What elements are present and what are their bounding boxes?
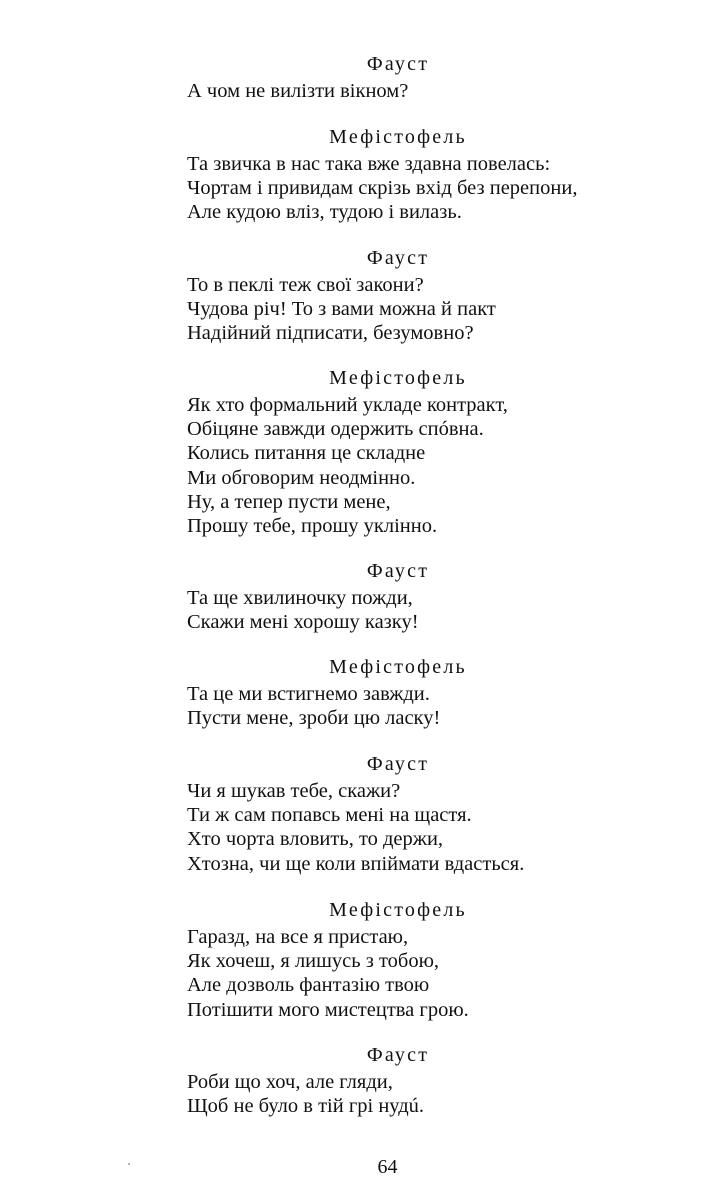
verse-lines [187, 152, 677, 225]
verse-line: Як хто формальний укладе контракт, [187, 394, 508, 416]
verse-line: Щоб не було в тій грі нудú. [187, 1095, 425, 1118]
speaker-name: Фауст [366, 53, 430, 75]
verse-line: Ми обговорим неодмінно. [187, 466, 416, 489]
verse-line: Колись питання це складне [187, 442, 426, 465]
verse-line: Пусти мене, зроби цю ласку! [187, 707, 441, 730]
speaker-name: Фауст [366, 247, 430, 269]
page-number: 64 [377, 1156, 398, 1178]
verse-lines [187, 586, 677, 634]
verse-line: Як хочеш, я лишусь з тобою, [187, 950, 440, 973]
verse-lines [187, 779, 677, 876]
verse-line: Роби що хоч, але гляди, [187, 1071, 393, 1093]
speaker-name: Мефістофель [329, 367, 467, 389]
verse-lines [187, 79, 677, 103]
verse-line: А чом не вилізти вікном? [187, 80, 409, 102]
verse-lines [187, 273, 677, 346]
speaker-name: Фауст [366, 560, 430, 582]
verse-line: Прошу тебе, прошу уклінно. [187, 515, 438, 538]
verse-line: То в пеклі теж свої закони? [187, 274, 424, 296]
verse-lines [187, 682, 677, 730]
verse-line: Хтозна, чи ще коли впіймати вдасться. [187, 852, 525, 875]
verse-line: Та це ми встигнемо завжди. [187, 683, 430, 705]
verse-line: Обіцяне завжди одержить спóвна. [187, 418, 484, 441]
verse-line: Ти ж сам попавсь мені на щастя. [187, 804, 472, 827]
verse-line: Надійний підписати, безумовно? [187, 322, 474, 345]
verse-line: Чудова річ! То з вами можна й пакт [187, 298, 496, 321]
verse-line: Ну, а тепер пусти мене, [187, 490, 391, 513]
speaker-name: Мефістофель [329, 899, 467, 921]
verse-line: Гаразд, на все я пристаю, [187, 926, 409, 948]
verse-lines [187, 925, 677, 1022]
verse-line: Та звичка в нас така вже здавна повелась: [187, 153, 551, 175]
verse-line: Потішити мого мистецтва грою. [187, 998, 469, 1021]
verse-lines [187, 1070, 677, 1118]
verse-line: Але дозволь фантазію твою [187, 974, 430, 997]
verse-line: Чортам і привидам скрізь вхід без перепони, [187, 177, 578, 200]
speaker-name: Фауст [366, 1044, 430, 1066]
verse-line: Чи я шукав тебе, скажи? [187, 780, 401, 802]
verse-line: Та ще хвилиночку пожди, [187, 587, 413, 609]
verse-line: Хто чорта вловить, то держи, [187, 828, 444, 851]
verse-lines [187, 393, 677, 538]
verse-line: Скажи мені хорошу казку! [187, 611, 419, 634]
speaker-name: Мефістофель [329, 126, 467, 148]
speaker-name: Мефістофель [329, 656, 467, 678]
verse-line: Але кудою вліз, тудою і вилазь. [187, 201, 462, 224]
speaker-name: Фауст [366, 753, 430, 775]
